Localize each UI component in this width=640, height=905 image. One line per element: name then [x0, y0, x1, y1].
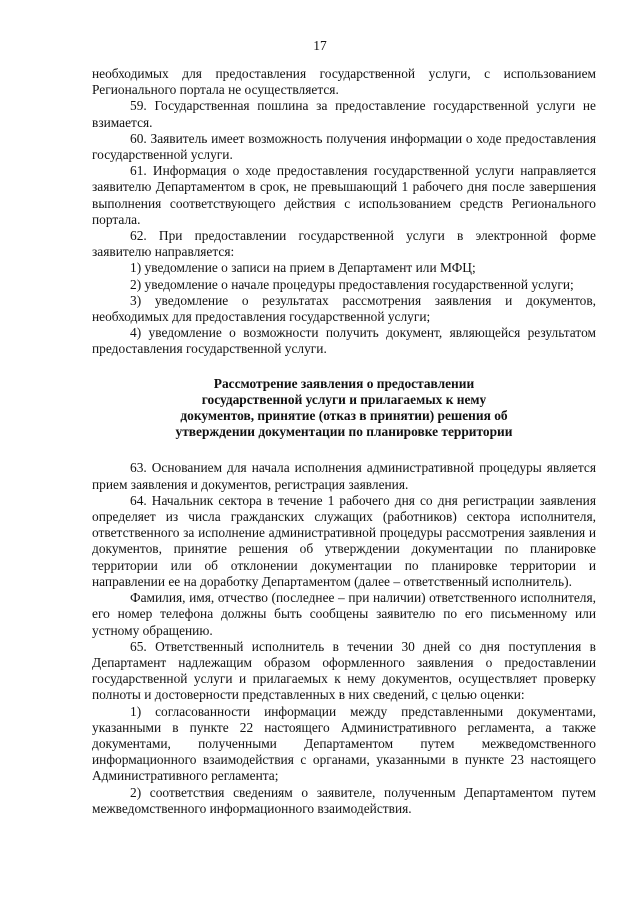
page-number: 17: [313, 38, 327, 53]
list-item-1: 1) уведомление о записи на прием в Департамент или МФЦ;: [130, 260, 476, 276]
section-heading: [92, 376, 596, 441]
heading-line: утверждении документации по планировке территории: [175, 424, 513, 440]
check-item-2: 2) соответствия сведениям о заявителе, полученным Департаментом путем межведомственного информационного взаимодействия.: [92, 784, 596, 816]
heading-line: документов, принятие (отказ в принятии) решения об: [180, 408, 508, 424]
paragraph-61: 61. Информация о ходе предоставления государственной услуги направляется заявителю Департаментом в срок, не превышающий 1 рабочего дня после завершения выполнения соответствующего действия с использованием средств Регионального портала.: [92, 163, 596, 227]
list-item-3: 3) уведомление о результатах рассмотрения заявления и документов, необходимых для предоставления государственной услуги;: [92, 292, 596, 325]
list-item-4: 4) уведомление о возможности получить документ, являющейся результатом предоставления государственной услуги.: [92, 325, 596, 357]
heading-line: Рассмотрение заявления о предоставлении: [213, 375, 475, 391]
paragraph-65: 65. Ответственный исполнитель в течении 30 дней со дня поступления в Департамент надлежащим образом оформленного заявления о предоставлении государственной услуги и прилагаемых к нему документов, осуществляет проверку полноты и достоверности представленных в них сведений, с целью оценки:: [92, 638, 596, 703]
document-body: [92, 66, 596, 817]
paragraph-59: 59. Государственная пошлина за предоставление государственной услуги не взимается.: [92, 98, 596, 130]
heading-line: государственной услуги и прилагаемых к нему: [201, 391, 487, 407]
paragraph-63: 63. Основанием для начала исполнения административной процедуры является прием заявления и документов, регистрация заявления.: [92, 460, 596, 492]
paragraph-continuation: необходимых для предоставления государственной услуги, с использованием Регионального портала не осуществляется.: [92, 66, 596, 98]
paragraph-64: 64. Начальник сектора в течение 1 рабочего дня со дня регистрации заявления определяет из числа гражданских служащих (работников) сектора исполнителя, ответственного за исполнение административной процедуры рассмотрения заявления и документов, принятие решения об утверждении документации по планировке территории или об отклонении документации по планировке территории и направлении ее на доработку Департаментом (далее – ответственный исполнитель).: [92, 492, 596, 589]
check-item-1: 1) согласованности информации между представленными документами, указанными в пункте 22 настоящего Административного регламента, а также документами, полученными Департаментом путем межведомственного информационного взаимодействия с органами, указанными в пункте 23 настоящего Административного регламента;: [92, 703, 596, 784]
list-item-2: 2) уведомление о начале процедуры предоставления государственной услуги;: [130, 276, 574, 292]
paragraph-60: 60. Заявитель имеет возможность получения информации о ходе предоставления государственной услуги.: [92, 130, 596, 163]
paragraph-62: 62. При предоставлении государственной услуги в электронной форме заявителю направляется:: [92, 228, 596, 260]
paragraph-64-contact: Фамилия, имя, отчество (последнее – при наличии) ответственного исполнителя, его номер телефона должны быть сообщены заявителю по его письменному или устному обращению.: [92, 590, 596, 638]
